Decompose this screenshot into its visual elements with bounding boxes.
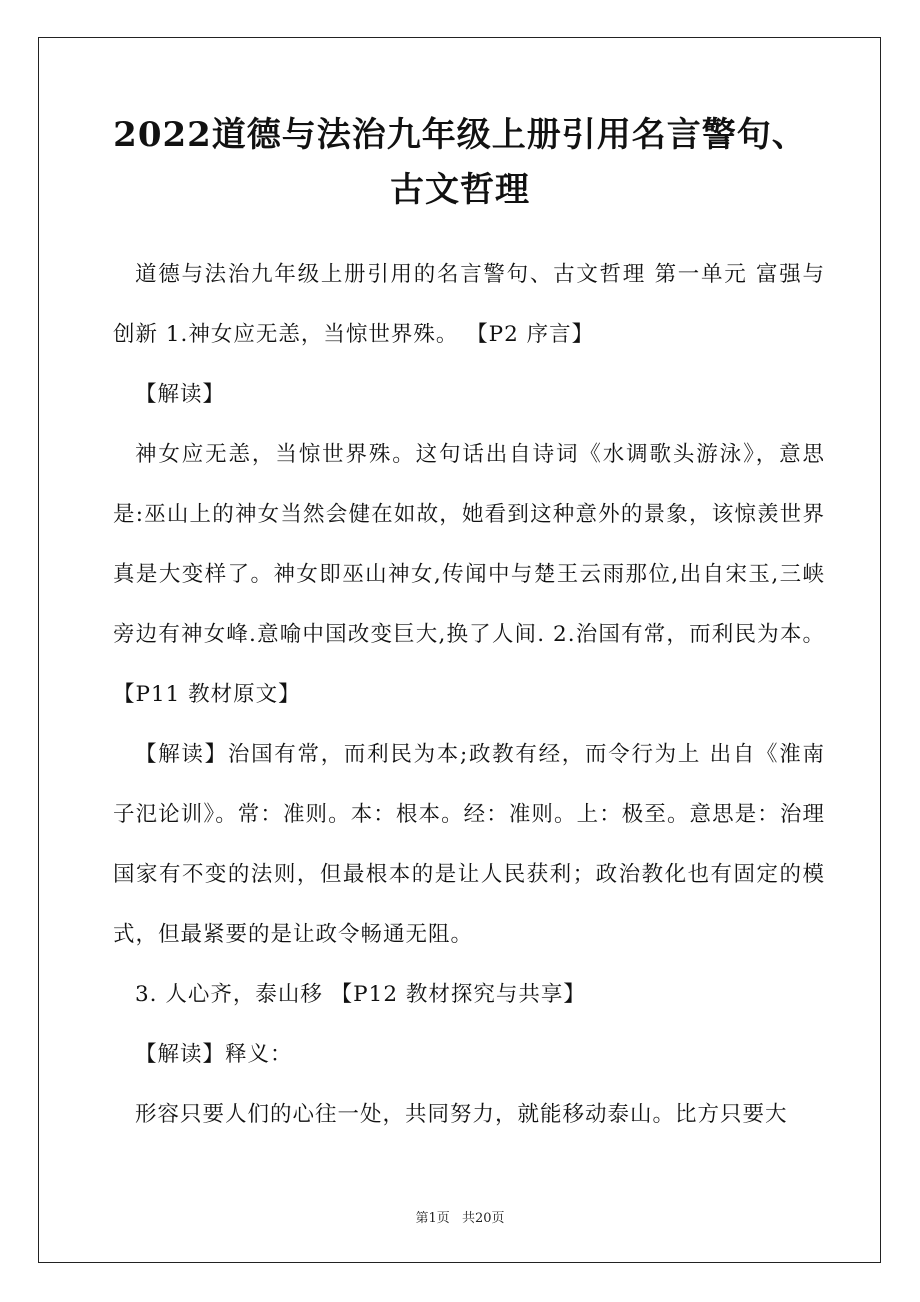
- page-total: 共20页: [461, 1211, 505, 1226]
- page-footer: [0, 1207, 920, 1226]
- paragraph-interpretation-3: 形容只要人们的心往一处，共同努力，就能移动泰山。比方只要大: [135, 1102, 788, 1127]
- paragraph-intro: 道德与法治九年级上册引用的名言警句、古文哲理 第一单元 富强与创新 1.神女应无恙，当惊世界殊。 【P2 序言】: [113, 262, 825, 347]
- page-number: 第1页: [415, 1211, 450, 1226]
- paragraph-interpretation-3-label: 【解读】释义：: [135, 1042, 293, 1067]
- paragraph-interpretation-label: 【解读】: [135, 382, 226, 407]
- document-title: 2022道德与法治九年级上册引用名言警句、古文哲理: [113, 115, 807, 210]
- paragraph-interpretation-1: 神女应无恙，当惊世界殊。这句话出自诗词《水调歌头游泳》，意思是:巫山上的神女当然会健在如故，她看到这种意外的景象，该惊羡世界真是大变样了。神女即巫山神女,传闻中与楚王云雨那位,出自宋玉,三峡旁边有神女峰.意喻中国改变巨大,换了人间. 2.治国有常，而利民为本。 【P11 教材原文】: [113, 442, 825, 707]
- paragraph-interpretation-2: 【解读】治国有常，而利民为本;政教有经，而令行为上 出自《淮南子氾论训》。常：准则。本：根本。经：准则。上：极至。意思是：治理国家有不变的法则，但最根本的是让人民获利；政治教化也有固定的模式，但最紧要的是让政令畅通无阻。: [113, 742, 825, 947]
- document-body: [113, 245, 825, 1145]
- paragraph-item-3: 3. 人心齐，泰山移 【P12 教材探究与共享】: [135, 982, 586, 1007]
